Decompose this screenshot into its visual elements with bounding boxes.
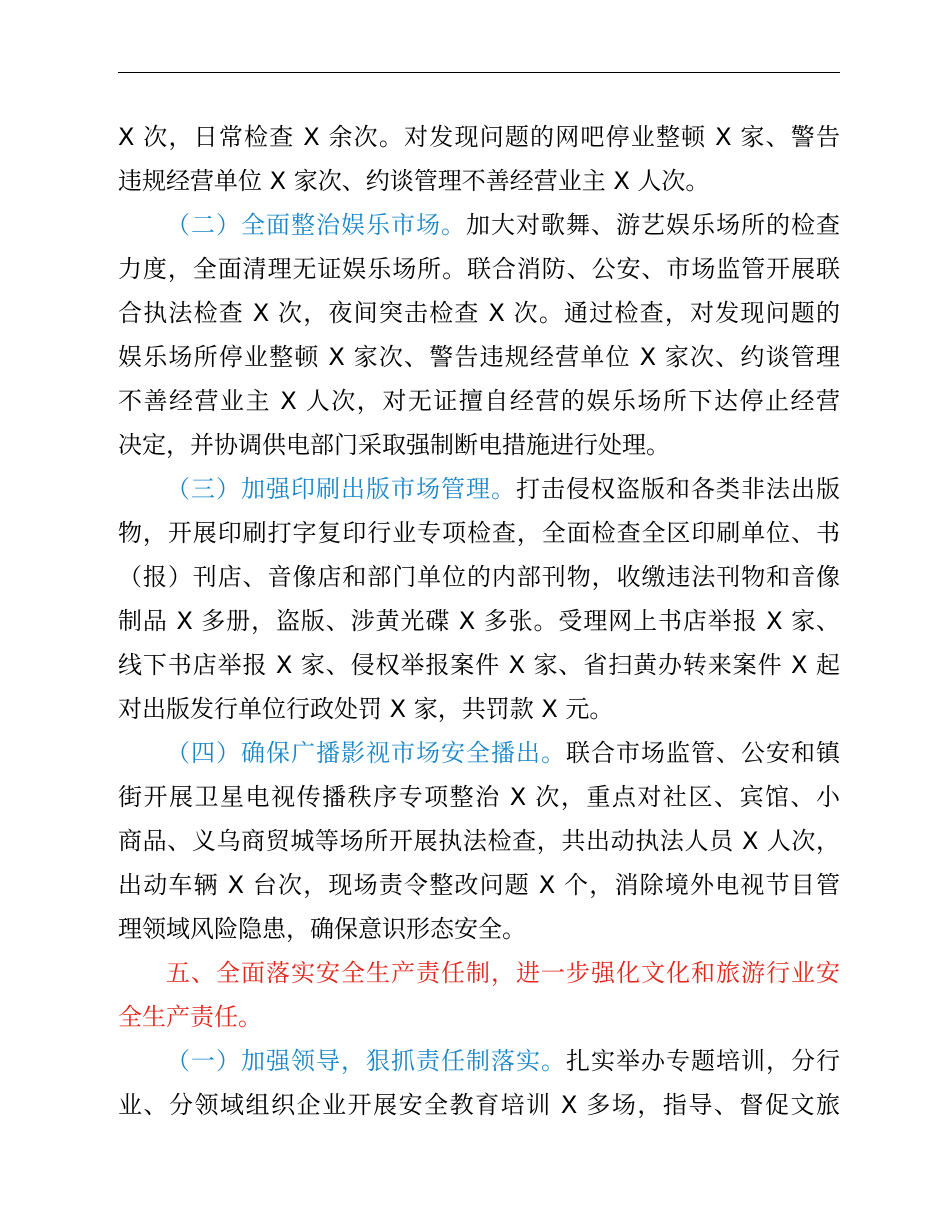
text-line xyxy=(118,819,840,863)
text-line xyxy=(118,115,840,159)
line-text: 出动车辆 X 台次，现场责令整改问题 X 个，消除境外电视节目管 xyxy=(118,871,840,899)
subsection-heading-4: （四）确保广播影视市场安全播出。 xyxy=(166,739,566,767)
line-text: （报）刊店、音像店和部门单位的内部刊物，收缴违法刊物和音像 xyxy=(118,563,840,591)
line-text: 扎实举办专题培训，分行 xyxy=(566,1047,840,1075)
line-text: 线下书店举报 X 家、侵权举报案件 X 家、省扫黄办转来案件 X 起 xyxy=(118,651,840,679)
text-line xyxy=(118,247,840,291)
text-line xyxy=(118,907,526,951)
line-text: 违规经营单位 X 家次、约谈管理不善经营业主 X 人次。 xyxy=(118,167,710,195)
subsection-heading-3: （三）加强印刷出版市场管理。 xyxy=(166,475,516,503)
line-text: 对出版发行单位行政处罚 X 家，共罚款 X 元。 xyxy=(118,695,614,723)
header-rule xyxy=(118,72,840,73)
text-line xyxy=(118,643,840,687)
text-line xyxy=(118,511,840,555)
text-line xyxy=(118,379,840,423)
section-heading-5-continued: 全生产责任。 xyxy=(118,1003,262,1031)
line-text: 业、分领域组织企业开展安全教育培训 X 多场，指导、督促文旅 xyxy=(118,1091,840,1119)
line-text: 联合市场监管、公安和镇 xyxy=(566,739,840,767)
subsection-heading-2: （二）全面整治娱乐市场。 xyxy=(166,211,466,239)
text-line xyxy=(118,423,670,467)
line-text: 理领域风险隐患，确保意识形态安全。 xyxy=(118,915,526,943)
text-line xyxy=(118,1083,840,1127)
line-text: 力度，全面清理无证娱乐场所。联合消防、公安、市场监管开展联 xyxy=(118,255,840,283)
text-line xyxy=(118,599,840,643)
section-5-heading-line-2 xyxy=(118,995,262,1039)
section-5-heading-line-1 xyxy=(166,951,840,995)
line-text: 加大对歌舞、游艺娱乐场所的检查 xyxy=(466,211,840,239)
text-line xyxy=(118,863,840,907)
section-2-first-line xyxy=(166,203,840,247)
line-text: 娱乐场所停业整顿 X 家次、警告违规经营单位 X 家次、约谈管理 xyxy=(118,343,840,371)
section-heading-5: 五、全面落实安全生产责任制，进一步强化文化和旅游行业安 xyxy=(166,959,840,987)
section-4-first-line xyxy=(166,731,840,775)
line-text: 决定，并协调供电部门采取强制断电措施进行处理。 xyxy=(118,431,670,459)
line-text: 打击侵权盗版和各类非法出版 xyxy=(516,475,840,503)
line-text: 不善经营业主 X 人次，对无证擅自经营的娱乐场所下达停止经营 xyxy=(118,387,840,415)
text-line xyxy=(118,291,840,335)
line-text: 街开展卫星电视传播秩序专项整治 X 次，重点对社区、宾馆、小 xyxy=(118,783,840,811)
text-line xyxy=(118,687,613,731)
text-line xyxy=(118,335,840,379)
subsection-heading-5-1: （一）加强领导，狠抓责任制落实。 xyxy=(166,1047,566,1075)
text-line xyxy=(118,159,709,203)
text-line xyxy=(118,555,840,599)
line-text: 合执法检查 X 次，夜间突击检查 X 次。通过检查，对发现问题的 xyxy=(118,299,840,327)
line-text: 制品 X 多册，盗版、涉黄光碟 X 多张。受理网上书店举报 X 家、 xyxy=(118,607,840,635)
section-5-1-first-line xyxy=(166,1039,840,1083)
section-3-first-line xyxy=(166,467,840,511)
line-text: 商品、义乌商贸城等场所开展执法检查，共出动执法人员 X 人次， xyxy=(118,827,840,855)
line-text: 物，开展印刷打字复印行业专项检查，全面检查全区印刷单位、书 xyxy=(118,519,840,547)
line-text: X 次，日常检查 X 余次。对发现问题的网吧停业整顿 X 家、警告 xyxy=(118,123,840,151)
text-line xyxy=(118,775,840,819)
